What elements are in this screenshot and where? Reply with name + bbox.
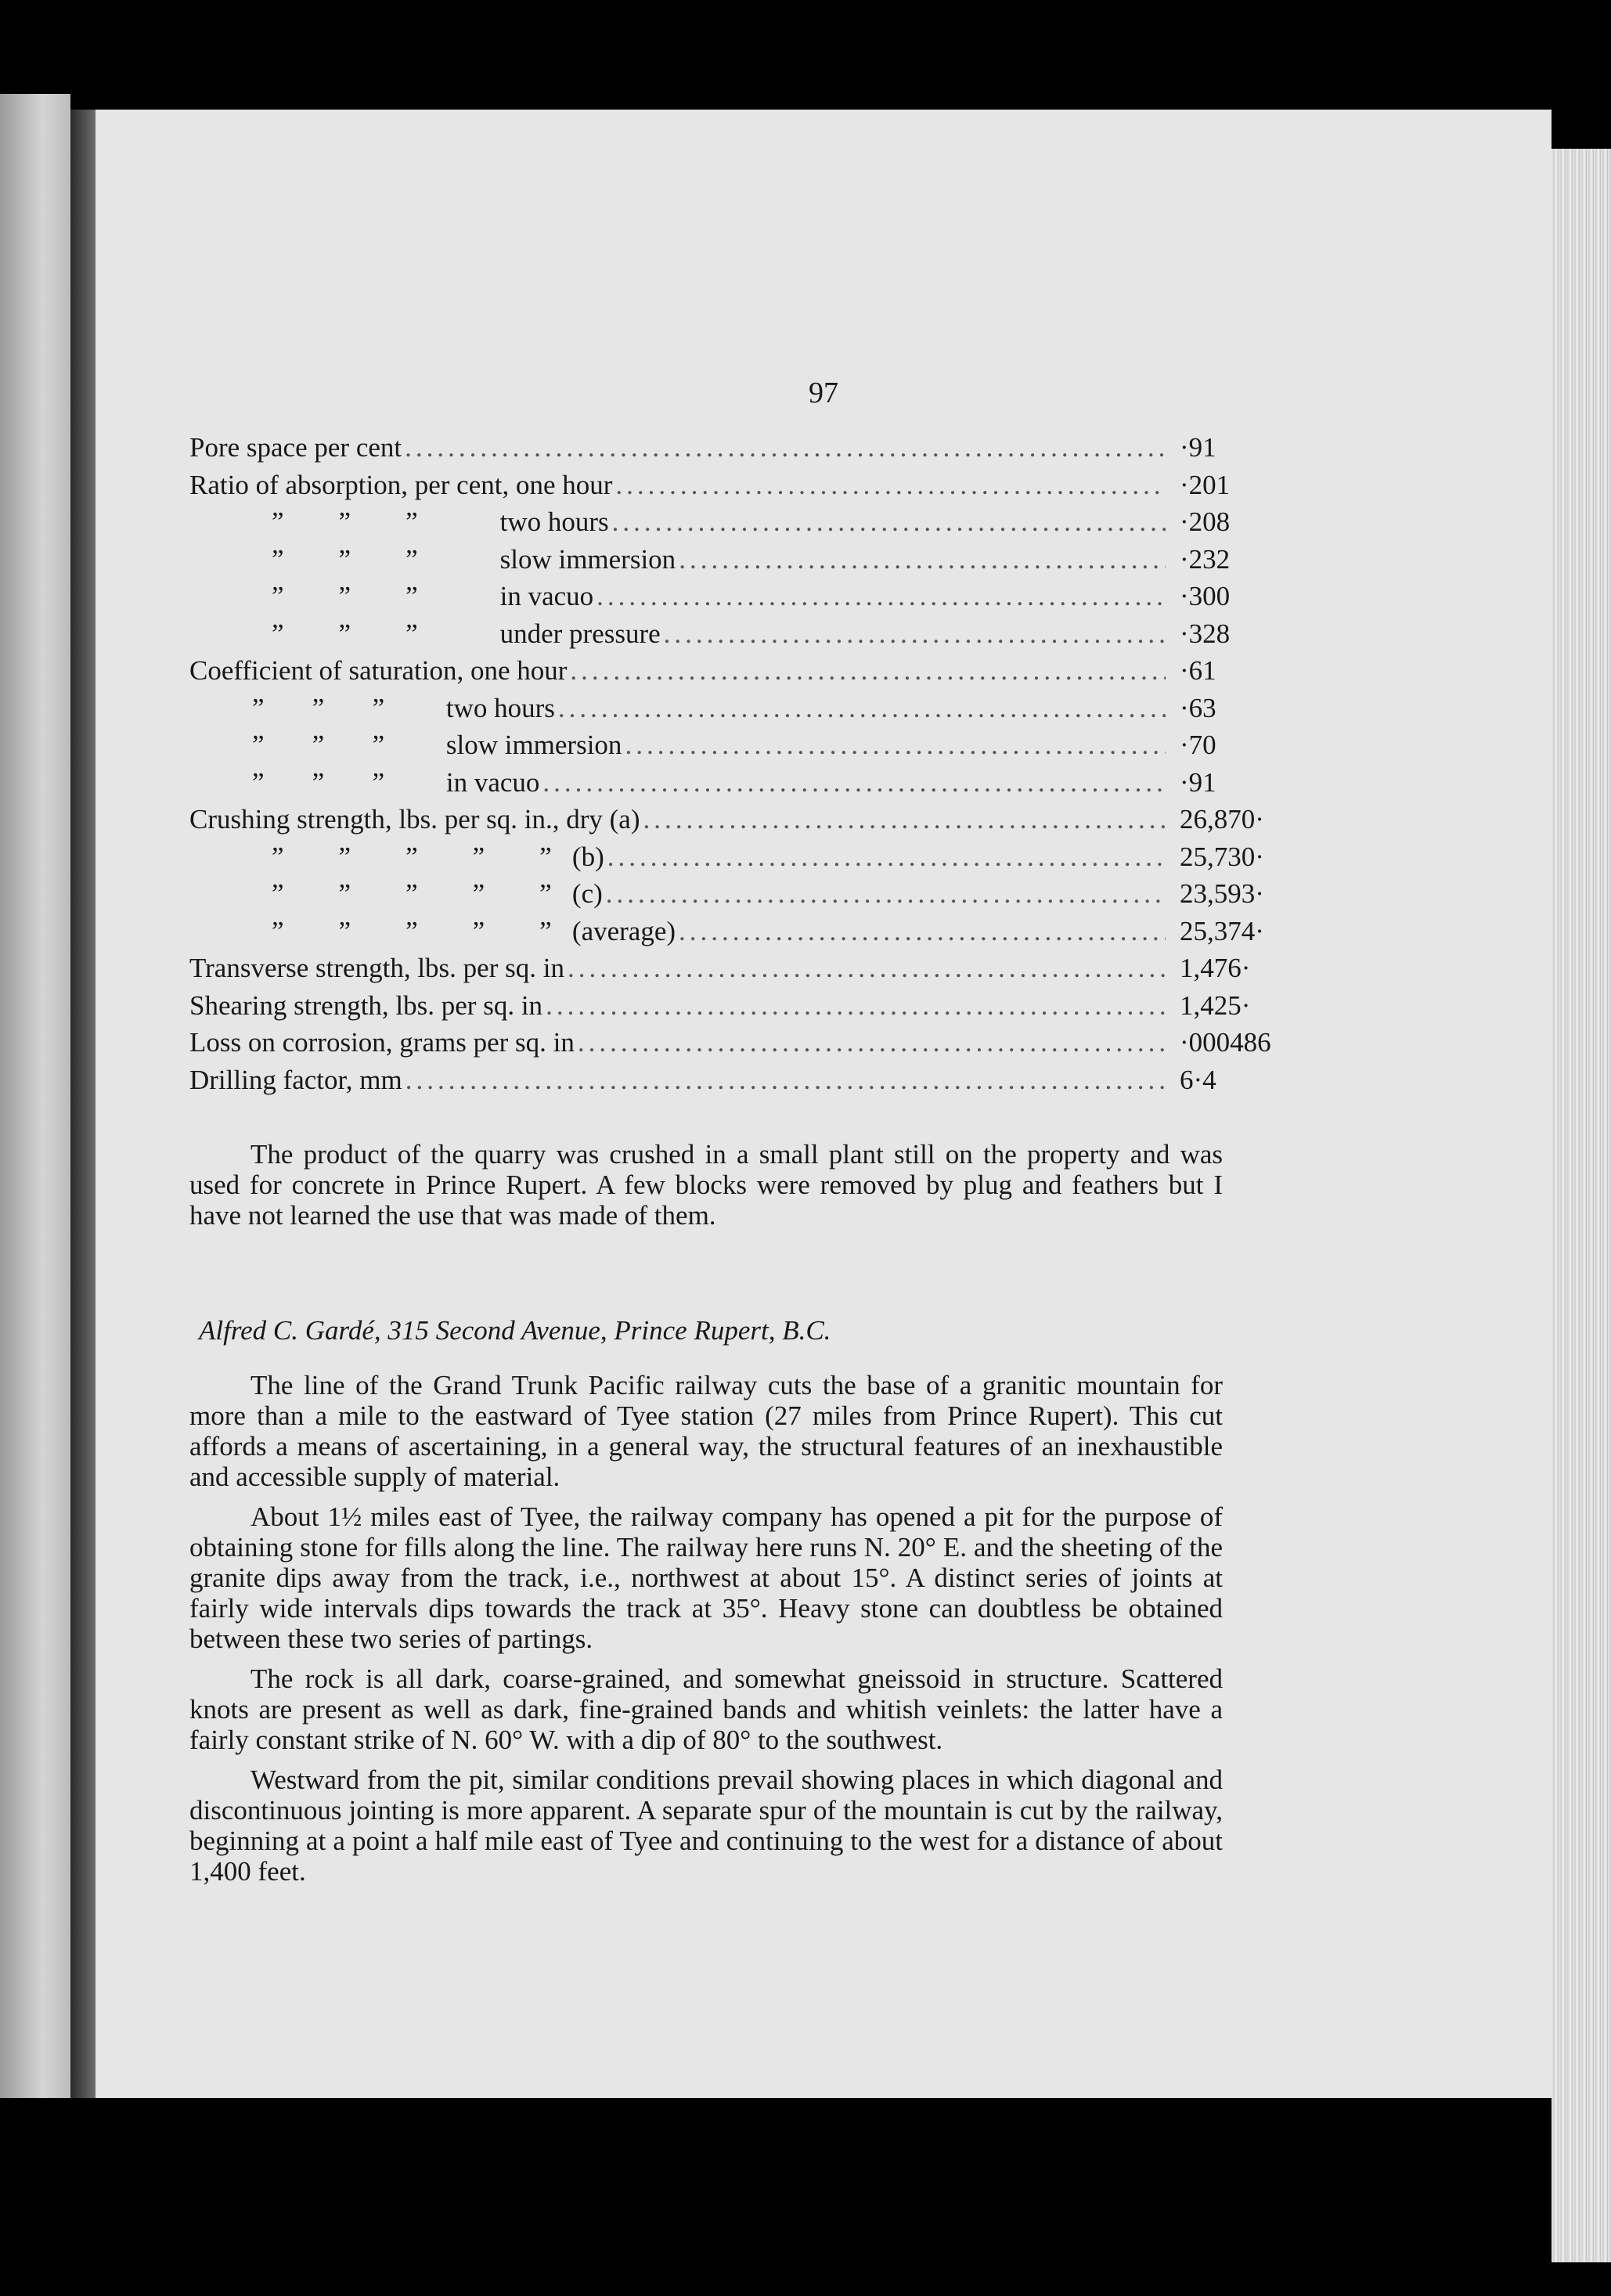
- property-value: ·328: [1180, 618, 1231, 649]
- property-value: ·63: [1180, 692, 1216, 723]
- table-row: [189, 1061, 1317, 1099]
- property-value: 25,374·: [1180, 915, 1264, 946]
- property-value: ·000486: [1180, 1027, 1271, 1058]
- property-label: ” ” ” ” ” (b): [272, 841, 604, 872]
- table-row: [189, 838, 1317, 876]
- leader-dots: [679, 541, 1166, 579]
- property-label: Drilling factor, mm: [189, 1064, 402, 1095]
- property-label: Coefficient of saturation, one hour: [189, 655, 568, 686]
- stone-properties-table: [189, 429, 1317, 1098]
- table-row: [189, 801, 1317, 838]
- property-label: ” ” ” ” ” (average): [272, 915, 676, 946]
- table-row: [189, 950, 1317, 987]
- property-value: 23,593·: [1180, 878, 1264, 909]
- table-row: [189, 987, 1317, 1025]
- table-row: [189, 1024, 1317, 1061]
- body-paragraphs: [189, 1370, 1223, 1896]
- property-value: ·91: [1180, 766, 1216, 798]
- property-value: ·300: [1180, 581, 1231, 611]
- book-gutter: [70, 110, 96, 2098]
- table-row: [189, 726, 1317, 764]
- property-label: ” ” ” two hours: [272, 506, 609, 537]
- property-label: Ratio of absorption, per cent, one hour: [189, 469, 613, 500]
- table-row: [189, 764, 1317, 802]
- property-label: Pore space per cent: [189, 432, 402, 463]
- leader-dots: [542, 764, 1166, 802]
- table-row: [189, 578, 1317, 615]
- property-label: ” ” ” two hours: [252, 692, 555, 723]
- table-row: [189, 690, 1317, 727]
- property-label: ” ” ” slow immersion: [252, 730, 622, 760]
- table-row: [189, 503, 1317, 541]
- property-label: ” ” ” slow immersion: [272, 543, 676, 575]
- table-row: [189, 429, 1317, 467]
- leader-dots: [405, 429, 1166, 467]
- leader-dots: [546, 987, 1166, 1025]
- table-row: [189, 467, 1317, 504]
- property-value: 1,476·: [1180, 953, 1251, 983]
- property-label: Shearing strength, lbs. per sq. in: [189, 989, 543, 1021]
- leader-dots: [643, 801, 1166, 838]
- left-page-edge: [0, 94, 70, 2098]
- leader-dots: [625, 726, 1166, 764]
- leader-dots: [568, 950, 1166, 987]
- property-label: ” ” ” ” ” (c): [272, 878, 603, 909]
- leader-dots: [615, 467, 1166, 504]
- leader-dots: [405, 1061, 1166, 1099]
- leader-dots: [578, 1024, 1166, 1061]
- leader-dots: [607, 838, 1166, 876]
- property-value: ·91: [1180, 432, 1216, 463]
- quarry-paragraph: The product of the quarry was crushed in a small plant still on the property and was used for concrete in Prince Rupert. A few blocks were removed by plug and feathers but I have not learned the use that was made of them.: [189, 1139, 1223, 1231]
- property-value: ·232: [1180, 543, 1231, 575]
- leader-dots: [558, 690, 1166, 727]
- leader-dots: [606, 875, 1166, 913]
- page-number: 97: [809, 377, 838, 409]
- quarry-paragraph-block: [189, 1139, 1223, 1240]
- table-row: [189, 913, 1317, 950]
- body-paragraph-4: Westward from the pit, similar conditions prevail showing places in which diagonal and discontinuous jointing is more apparent. A separate spur of the mountain is cut by the railway, beginning at a point a half mile east of Tyee and continuing to the west for a distance of about 1,400 feet.: [189, 1764, 1223, 1887]
- leader-dots: [612, 503, 1166, 541]
- table-row: [189, 652, 1317, 690]
- table-row: [189, 541, 1317, 579]
- leader-dots: [664, 615, 1166, 653]
- section-heading: Alfred C. Gardé, 315 Second Avenue, Prince Rupert, B.C.: [199, 1315, 831, 1346]
- property-label: ” ” ” in vacuo: [252, 766, 540, 798]
- property-value: 26,870·: [1180, 804, 1264, 834]
- property-value: ·70: [1180, 730, 1216, 760]
- property-label: Crushing strength, lbs. per sq. in., dry (a): [189, 804, 640, 834]
- property-label: ” ” ” under pressure: [272, 618, 661, 649]
- scanned-page: [96, 110, 1552, 2098]
- property-value: 1,425·: [1180, 989, 1251, 1021]
- table-row: [189, 615, 1317, 653]
- leader-dots: [570, 652, 1166, 690]
- property-label: Transverse strength, lbs. per sq. in: [189, 953, 564, 983]
- property-value: ·208: [1180, 506, 1231, 537]
- property-value: ·61: [1180, 655, 1216, 686]
- leader-dots: [596, 578, 1166, 615]
- leader-dots: [679, 913, 1166, 950]
- body-paragraph-3: The rock is all dark, coarse-grained, and somewhat gneissoid in structure. Scattered knots are present as well as dark, fine-grained bands and whitish veinlets: the latter have a fairly constant strike of N. 60° W. with a dip of 80° to the southwest.: [189, 1663, 1223, 1755]
- property-label: ” ” ” in vacuo: [272, 581, 594, 611]
- property-value: 6·4: [1180, 1064, 1216, 1095]
- table-row: [189, 875, 1317, 913]
- property-label: Loss on corrosion, grams per sq. in: [189, 1027, 575, 1058]
- property-value: ·201: [1180, 469, 1231, 500]
- body-paragraph-1: The line of the Grand Trunk Pacific railway cuts the base of a granitic mountain for more than a mile to the eastward of Tyee station (27 miles from Prince Rupert). This cut affords a means of ascertaining, in a general way, the structural features of an inexhaustible and accessible supply of material.: [189, 1370, 1223, 1492]
- property-value: 25,730·: [1180, 841, 1264, 872]
- page-stack-edge: [1552, 149, 1611, 2262]
- body-paragraph-2: About 1½ miles east of Tyee, the railway company has opened a pit for the purpose of obtaining stone for fills along the line. The railway here runs N. 20° E. and the sheeting of the granite dips away from the track, i.e., northwest at about 15°. A distinct series of joints at fairly wide intervals dips towards the track at 35°. Heavy stone can doubtless be obtained between these two series of partings.: [189, 1501, 1223, 1654]
